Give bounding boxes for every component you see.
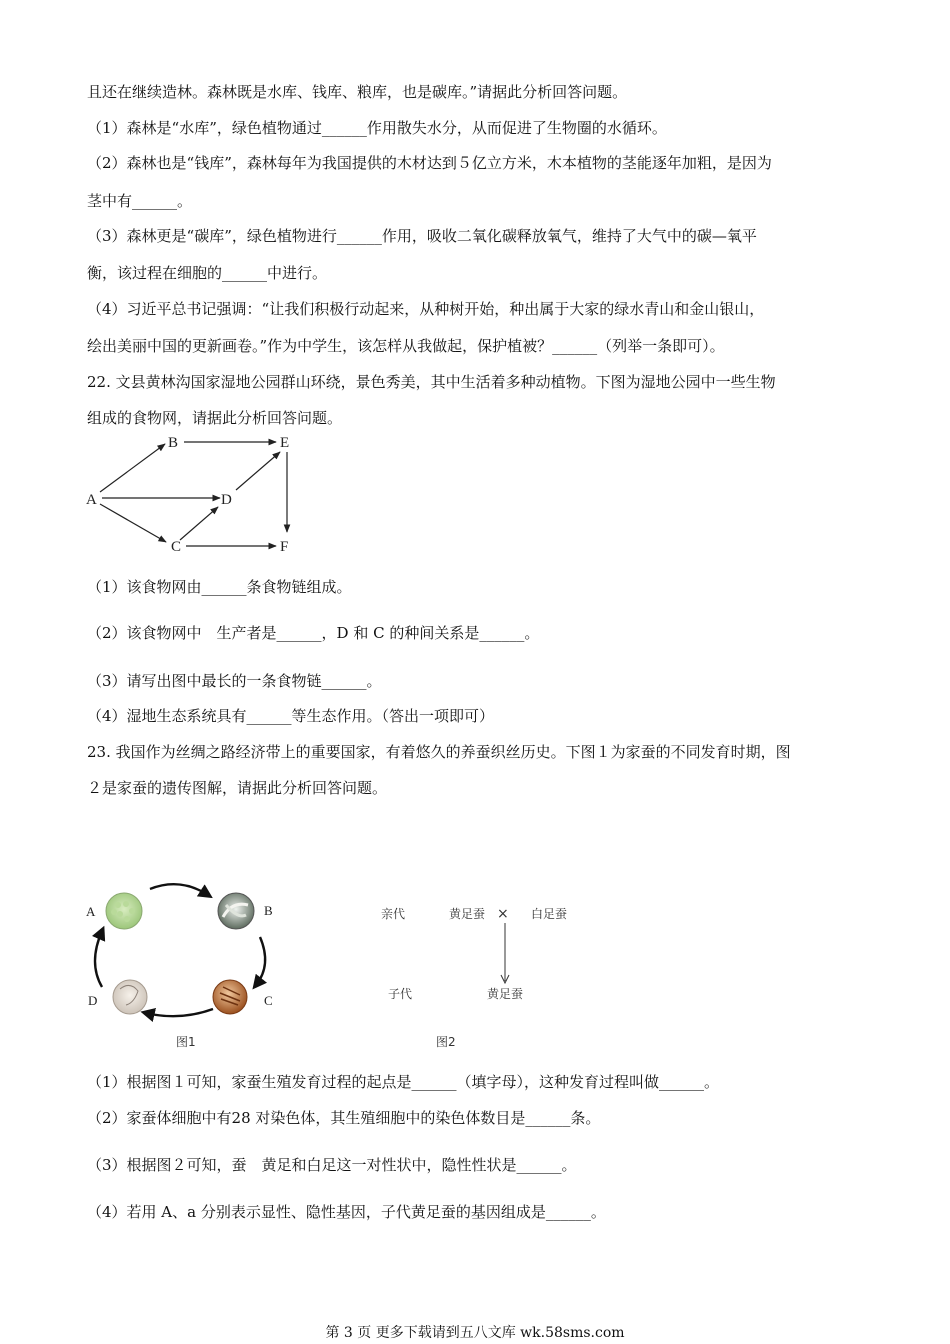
cross-symbol: ×	[497, 906, 509, 922]
egg-stage-image	[106, 893, 142, 929]
text-line: 衡，该过程在细胞的______中进行。	[87, 264, 328, 282]
question-21-3: （3）森林更是“碳库”，绿色植物进行______作用，吸收二氧化碳释放氧气，维持了大气中的碳—氧平	[87, 227, 757, 245]
arrow-d-to-a	[95, 931, 102, 987]
node-c: C	[171, 539, 182, 555]
question-23-2: （2）家蚕体细胞中有28 对染色体，其生殖细胞中的染色体数目是______条。	[87, 1109, 601, 1127]
arrow-b-to-c	[256, 937, 265, 985]
figure-1-life-cycle	[80, 875, 290, 1055]
adult-moth-image	[113, 980, 147, 1014]
question-21-1: （1）森林是“水库”，绿色植物通过______作用散失水分，从而促进了生物圈的水循环。	[87, 119, 667, 137]
arrow-a-c	[100, 504, 166, 542]
label-b: B	[264, 903, 273, 918]
arrow-a-to-b	[150, 884, 208, 895]
label-c: C	[264, 993, 273, 1008]
label-a: A	[86, 904, 96, 919]
figure-2-genetics	[370, 895, 600, 1055]
node-d: D	[221, 492, 232, 508]
question-23-4: （4）若用 A、a 分别表示显性、隐性基因，子代黄足蚕的基因组成是______。	[87, 1203, 606, 1221]
question-23-1: （1）根据图１可知，家蚕生殖发育过程的起点是______（填字母），这种发育过程叫做______。	[87, 1073, 720, 1091]
arrow-c-to-d	[146, 1009, 213, 1016]
text-line: 组成的食物网，请据此分析回答问题。	[87, 409, 343, 427]
question-22-1: （1）该食物网由______条食物链组成。	[87, 578, 352, 596]
arrow-a-b	[100, 444, 165, 492]
question-23-intro: 23. 我国作为丝绸之路经济带上的重要国家，有着悠久的养蚕织丝历史。下图１为家蚕的不同发育时期，图	[87, 743, 791, 761]
parent-1: 黄足蚕	[449, 907, 486, 921]
offspring: 黄足蚕	[487, 987, 524, 1001]
node-e: E	[280, 435, 290, 451]
question-23-3: （3）根据图２可知，蚕 黄足和白足这一对性状中，隐性性状是______。	[87, 1156, 577, 1174]
question-22-intro: 22. 文县黄林沟国家湿地公园群山环绕，景色秀美，其中生活着多种动植物。下图为湿地公园中一些生物	[87, 373, 776, 391]
question-21-2: （2）森林也是“钱库”，森林每年为我国提供的木材达到５亿立方米，木本植物的茎能逐年加粗，是因为	[87, 154, 772, 172]
text-line: ２是家蚕的遗传图解，请据此分析回答问题。	[87, 779, 388, 797]
node-a: A	[86, 492, 97, 508]
figure-2-caption: 图2	[436, 1035, 456, 1049]
question-22-4: （4）湿地生态系统具有______等生态作用。（答出一项即可）	[87, 707, 495, 725]
question-22-3: （3）请写出图中最长的一条食物链______。	[87, 672, 382, 690]
parent-generation-label: 亲代	[381, 907, 406, 921]
node-f: F	[280, 539, 289, 555]
offspring-generation-label: 子代	[388, 987, 413, 1001]
label-d: D	[88, 993, 98, 1008]
text-line: 绘出美丽中国的更新画卷。”作为中学生，该怎样从我做起，保护植被？______（列举一条即可）。	[87, 337, 725, 355]
parent-2: 白足蚕	[531, 907, 568, 921]
figure-1-caption: 图1	[176, 1035, 196, 1049]
node-b: B	[168, 435, 179, 451]
question-21-4: （4）习近平总书记强调：“让我们积极行动起来，从种树开始，种出属于大家的绿水青山和金山银山，	[87, 300, 765, 318]
pupa-stage-image	[213, 980, 247, 1014]
question-22-2: （2）该食物网中 生产者是______，D 和 C 的种间关系是______。	[87, 624, 540, 642]
arrow-c-d	[180, 507, 218, 540]
text-line: 且还在继续造林。森林既是水库、钱库、粮库，也是碳库。”请据此分析回答问题。	[87, 83, 628, 101]
text-line: 茎中有______。	[87, 192, 193, 210]
arrow-d-e	[236, 452, 280, 490]
larva-stage-image	[218, 893, 254, 929]
page-footer: 第 3 页 更多下载请到五八文库 wk.58sms.com	[325, 1325, 625, 1341]
food-web-diagram	[80, 430, 320, 560]
